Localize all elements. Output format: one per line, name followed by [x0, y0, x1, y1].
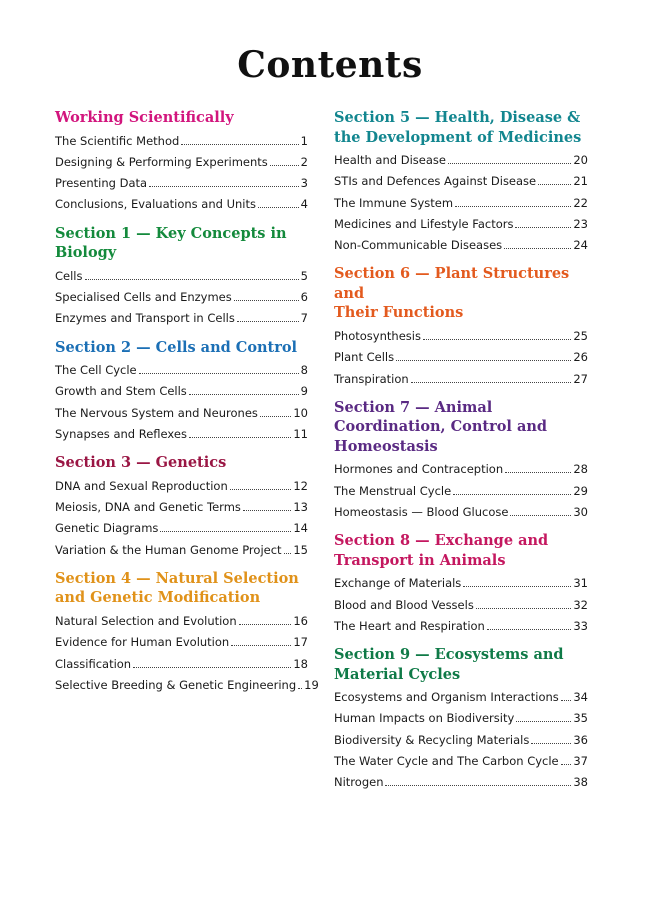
leader-dots	[516, 720, 571, 722]
entry-page: 25	[573, 328, 588, 343]
toc-entry[interactable]	[55, 476, 308, 497]
section-heading	[55, 569, 308, 608]
right-column	[334, 108, 588, 802]
leader-dots	[260, 415, 291, 417]
heading-line: Section 1 — Key Concepts in	[55, 224, 287, 242]
entry-page: 13	[293, 500, 308, 515]
entry-name: Hormones and Contraception	[334, 462, 504, 477]
entry-name: Plant Cells	[334, 350, 395, 365]
entry-name: Health and Disease	[334, 153, 446, 167]
toc-entry[interactable]	[334, 730, 588, 751]
section-heading	[55, 453, 308, 473]
leader-dots	[505, 471, 571, 473]
leader-dots	[411, 381, 572, 383]
heading-line: Their Functions	[334, 304, 464, 322]
section-heading	[55, 224, 308, 263]
entry-page: 23	[573, 216, 588, 231]
entry-page: 4	[300, 197, 308, 212]
leader-dots	[538, 183, 571, 185]
entry-page: 6	[300, 289, 308, 304]
entry-name: STIs and Defences Against Disease	[334, 174, 537, 189]
toc-entry[interactable]	[334, 171, 588, 192]
toc-entry[interactable]	[334, 573, 588, 594]
leader-dots	[139, 372, 299, 374]
heading-line: Section 9 — Ecosystems and	[334, 646, 564, 664]
section-heading	[334, 645, 588, 684]
section-7	[334, 398, 588, 523]
entry-name: Conclusions, Evaluations and Units	[55, 197, 256, 212]
entry-name: Medicines and Lifestyle Factors	[334, 216, 514, 231]
section-heading	[55, 338, 308, 358]
entry-page: 35	[573, 711, 588, 726]
toc-entry[interactable]	[334, 150, 588, 171]
entry-page: 12	[293, 478, 308, 493]
heading-line: Material Cycles	[334, 665, 461, 683]
toc-entry[interactable]	[334, 214, 588, 235]
section-working-scientifically	[55, 108, 308, 216]
entry-page: 36	[573, 732, 588, 747]
section-3	[55, 453, 308, 561]
toc-entry[interactable]	[334, 595, 588, 616]
entry-name: Genetic Diagrams	[55, 521, 159, 536]
entry-name: The Scientific Method	[55, 133, 180, 148]
heading-line: and Genetic Modification	[55, 589, 261, 607]
entry-page: 31	[573, 576, 588, 591]
toc-entry[interactable]	[55, 194, 308, 215]
entry-page: 38	[573, 775, 588, 790]
heading-line: Section 6 — Plant Structures and	[334, 265, 570, 302]
leader-dots	[423, 338, 571, 340]
toc-entry[interactable]	[55, 381, 308, 402]
section-6	[334, 264, 588, 389]
entry-name: Designing & Performing Experiments	[55, 154, 268, 169]
section-heading	[334, 531, 588, 570]
entry-page: 22	[573, 195, 588, 210]
entry-name: Transpiration	[334, 371, 409, 386]
entry-name: Human Impacts on Biodiversity	[334, 711, 515, 726]
leader-dots	[239, 623, 292, 625]
leader-dots	[243, 509, 291, 511]
toc-entry[interactable]	[334, 459, 588, 480]
toc-entry[interactable]	[334, 481, 588, 502]
toc-entry[interactable]	[55, 308, 308, 329]
entry-name: DNA and Sexual Reproduction	[55, 478, 228, 493]
entry-page: 8	[300, 363, 308, 378]
entry-name: The Water Cycle and The Carbon Cycle	[334, 754, 559, 769]
toc-entry[interactable]	[55, 497, 308, 518]
entry-name: Evidence for Human Evolution	[55, 635, 230, 650]
leader-dots	[160, 530, 291, 532]
heading-line: Section 2 — Cells and Control	[55, 338, 298, 356]
heading-line: the Development of Medicines	[334, 128, 582, 146]
leader-dots	[504, 247, 571, 249]
toc-entry[interactable]	[55, 632, 308, 653]
toc-entry[interactable]	[334, 235, 588, 256]
entry-page: 30	[573, 504, 588, 519]
leader-dots	[189, 436, 291, 438]
toc-entry[interactable]	[55, 152, 308, 173]
toc-entry[interactable]	[55, 611, 308, 632]
entry-page: 18	[293, 656, 308, 671]
leader-dots	[258, 206, 299, 208]
entry-page: 5	[300, 268, 308, 283]
heading-line: Transport in Animals	[334, 551, 506, 569]
toc-entry[interactable]	[334, 616, 588, 637]
leader-dots	[231, 644, 291, 646]
entry-name: The Cell Cycle	[55, 363, 137, 378]
heading-line: Section 7 — Animal	[334, 398, 493, 416]
heading-line: Section 4 — Natural Selection	[55, 569, 299, 587]
section-9	[334, 645, 588, 793]
entry-page: 11	[293, 426, 308, 441]
toc-entry[interactable]	[55, 131, 308, 152]
leader-dots	[453, 493, 571, 495]
leader-dots	[476, 607, 572, 609]
entry-name: Classification	[55, 656, 132, 671]
toc-entry[interactable]	[55, 360, 308, 381]
leader-dots	[85, 278, 299, 280]
entry-page: 16	[293, 613, 308, 628]
entry-name: Blood and Blood Vessels	[334, 597, 474, 612]
entry-page: 9	[300, 384, 308, 399]
entry-page: 29	[573, 483, 588, 498]
toc-entry[interactable]	[334, 687, 588, 708]
entry-page: 34	[573, 690, 588, 705]
heading-line: Section 5 — Health, Disease &	[334, 109, 581, 126]
entry-page: 32	[573, 597, 588, 612]
entry-page: 27	[573, 371, 588, 386]
leader-dots	[510, 514, 571, 516]
section-1	[55, 224, 308, 330]
heading-line: Working Scientifically	[55, 109, 234, 126]
heading-line: Biology	[55, 244, 117, 262]
toc-entry[interactable]	[55, 173, 308, 194]
section-heading	[334, 108, 588, 147]
leader-dots	[487, 628, 572, 630]
section-heading	[55, 108, 308, 128]
entry-name: Enzymes and Transport in Cells	[55, 311, 235, 326]
leader-dots	[284, 552, 292, 554]
entry-name: Nitrogen	[334, 775, 384, 790]
entry-page: 28	[573, 462, 588, 477]
toc-entry[interactable]	[55, 540, 308, 561]
leader-dots	[561, 699, 572, 701]
leader-dots	[515, 226, 571, 228]
entry-name: Cells	[55, 268, 83, 283]
leader-dots	[149, 185, 299, 187]
entry-name: The Heart and Respiration	[334, 618, 485, 633]
heading-line: Coordination, Control and	[334, 418, 548, 436]
section-heading	[334, 398, 588, 457]
section-4	[55, 569, 319, 696]
section-8	[334, 531, 588, 637]
heading-line: Section 8 — Exchange and	[334, 532, 549, 550]
leader-dots	[298, 687, 302, 689]
entry-page: 7	[300, 311, 308, 326]
leader-dots	[463, 585, 571, 587]
toc-entry[interactable]	[55, 518, 308, 539]
entry-name: Synapses and Reflexes	[55, 426, 187, 441]
leader-dots	[561, 763, 572, 765]
entry-name: The Immune System	[334, 195, 454, 210]
entry-page: 17	[293, 635, 308, 650]
leader-dots	[189, 393, 299, 395]
section-heading	[334, 264, 588, 323]
entry-name: Selective Breeding & Genetic Engineering	[55, 677, 297, 692]
entry-name: Photosynthesis	[334, 328, 421, 343]
entry-page: 14	[293, 521, 308, 536]
entry-page: 33	[573, 618, 588, 633]
entry-page: 2	[300, 154, 308, 169]
leader-dots	[133, 666, 291, 668]
toc-entry[interactable]	[55, 287, 308, 308]
toc-entry[interactable]	[55, 403, 308, 424]
toc-entry[interactable]	[55, 266, 308, 287]
entry-name: Homeostasis — Blood Glucose	[334, 504, 509, 519]
entry-name: Natural Selection and Evolution	[55, 613, 237, 628]
entry-name: Meiosis, DNA and Genetic Terms	[55, 500, 241, 515]
toc-entry[interactable]	[334, 502, 588, 523]
page-title: Contents	[237, 44, 423, 86]
entry-name: Growth and Stem Cells	[55, 384, 187, 399]
entry-page: 21	[573, 174, 588, 189]
entry-name: Specialised Cells and Enzymes	[55, 289, 232, 304]
leader-dots	[230, 488, 292, 490]
leader-dots	[396, 359, 571, 361]
entry-page: 24	[573, 238, 588, 253]
entry-name: Exchange of Materials	[334, 576, 462, 591]
entry-name: Presenting Data	[55, 176, 148, 191]
entry-page: 3	[300, 176, 308, 191]
toc-entry[interactable]	[334, 369, 588, 390]
entry-page: 26	[573, 350, 588, 365]
toc-entry[interactable]	[55, 654, 308, 675]
section-2	[55, 338, 308, 446]
leader-dots	[237, 320, 299, 322]
entry-page: 10	[293, 405, 308, 420]
leader-dots	[455, 205, 571, 207]
toc-entry[interactable]	[334, 708, 588, 729]
leader-dots	[385, 784, 571, 786]
entry-page: 20	[573, 153, 588, 167]
entry-name: Ecosystems and Organism Interactions	[334, 690, 559, 705]
leader-dots	[181, 143, 298, 145]
toc-entry[interactable]	[334, 326, 588, 347]
leader-dots	[234, 299, 299, 301]
entry-name: Non-Communicable Diseases	[334, 238, 503, 253]
toc-entry[interactable]	[334, 347, 588, 368]
toc-entry[interactable]	[55, 424, 308, 445]
entry-page: 1	[300, 133, 308, 148]
heading-line: Section 3 — Genetics	[55, 454, 227, 472]
entry-name: The Menstrual Cycle	[334, 483, 452, 498]
entry-page: 15	[293, 542, 308, 557]
heading-line: Homeostasis	[334, 437, 438, 455]
entry-name: The Nervous System and Neurones	[55, 405, 258, 420]
entry-page: 19	[304, 677, 319, 692]
leader-dots	[448, 162, 571, 164]
toc-entry[interactable]	[55, 675, 319, 696]
leader-dots	[531, 742, 571, 744]
entry-name: Biodiversity & Recycling Materials	[334, 732, 530, 747]
toc-entry[interactable]	[334, 772, 588, 793]
entry-name: Variation & the Human Genome Project	[55, 542, 282, 557]
entry-page: 37	[573, 754, 588, 769]
toc-entry[interactable]	[334, 193, 588, 214]
section-5	[334, 108, 588, 256]
left-column	[55, 108, 319, 704]
leader-dots	[270, 164, 299, 166]
toc-entry[interactable]	[334, 751, 588, 772]
